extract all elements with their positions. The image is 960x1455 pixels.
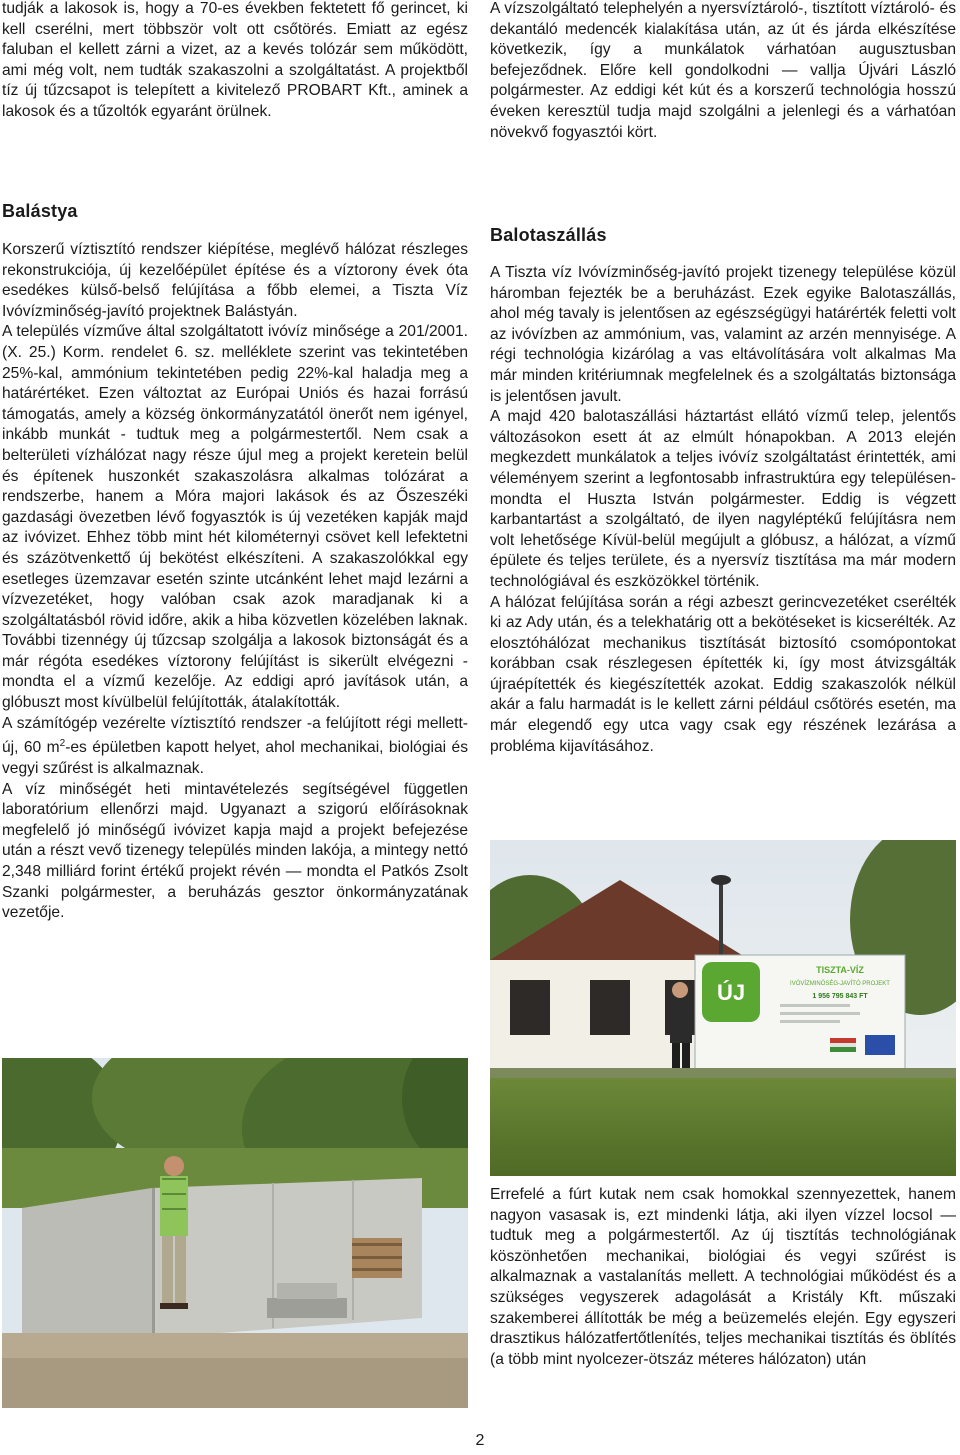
photo-project-sign-drawing: [490, 840, 956, 1176]
page-number: 2: [475, 1432, 485, 1449]
article-paragraph: A hálózat felújítása során a régi azbeszt gerincvezetéket cserélték ki az Ady után, és a telekhatárig ott a bekötéseket is kicserélték. Az elosztóhálózat mechanikus tisztítását biztosító csomópontokat korábban csak részlegesen építették ki, így most átvizsgálták újraépítették és kiegészítették azokat. Eddig szakaszolók nélkül akár a falu harmadát is le kellett zárni például csőtörés esetén, ma már elegendő egy utca vagy csak egy részének lezárása a probléma kijavításához.: [490, 593, 956, 755]
article-paragraph: A víz minőségét heti mintavételezés segítségével független laboratórium ellenőrzi majd. Ugyanazt a szigorú előírásoknak megfelelő jó minőségű ivóvizet kapja majd a projekt befejezése után a részt vevő tizenegy település minden lakója, a mintegy nettó 2,348 milliárd forint értékű projekt révén — mondta el Patkós Zsolt Szanki polgármester, a beruházás gesztor önkormányzatának vezetője.: [2, 780, 468, 922]
bottom-right-column: [490, 1185, 956, 1370]
section-heading-balotaszallas: Balotaszállás: [490, 225, 607, 245]
paragraph-text: A számítógép vezérelte víztisztító rendszer -a felújított régi mellett- új, 60 m: [2, 714, 468, 757]
balastya-article: [2, 240, 468, 924]
article-paragraph: A majd 420 balotaszállási háztartást ellátó vízmű telep, jelentős változásokon esett át az elmúlt hónapokban. A 2013 elején megkezdett munkálatok a teljes ivóvíz szolgáltatást érintették, ami véleményem szerint a legfontosabb infrastruktúra egy településen- mondta el Huszta István polgármester. Eddig is végzett karbantartást a szolgáltató, de ilyen nagyléptékű felújításra nem volt lehetősége Kívül-belül megújult a glóbusz, a hálózat, a vízmű épülete és teljes területe, és a nyersvíz tisztítása ma már modern technológiával és eszközökkel történik.: [490, 408, 956, 590]
superscript: 2: [59, 738, 66, 750]
article-paragraph: A település vízművе által szolgáltatott ivóvíz minősége a 201/2001. (X. 25.) Korm. rendelet 6. sz. melléklete szerint vas tekintetében 25%-kal, ammónium tekintetében pedig 22%-kal haladja meg a határértéket. Ezen változtat az Európai Uniós és hazai forrású támogatás, amely a község önkormányzatától önerőt nem igényel, inkább munkát - tudtuk meg a polgármestertől. Nem csak a belterületi vízhálózat nagy része újul meg a projekt keretein belül és építenek huszonkét szakaszolásra alkalmas tolózárat a rendszerbe, hanem a Móra majori lakások és az Őszeszéki gazdasági övezetben lévő fogyasztók is új vezetéken kapják majd az ivóvizet. Ehhez több mint hét kilométernyi csövet kell lefektetni és százötvenkettő új bekötést elkészíteni. A szakaszolókkal egy esetleges üzemzavar esetén szinte utcánként lehet majd lezárni a vízvezetéket, hogy valóban csak azok maradjanak ki a szolgáltatásból rövid időre, akik a hiba közvetlen közelében laknak. További tizennégy új tűzcsap szolgálja a lakosok biztonságát és a már régóta esedékes víztorony felújítást is sikerült elvégezni - mondta el a vízmű kezelője. Az eddigi apró javítások után, a glóbuszt most kívülbelül felújították, átalakították.: [2, 323, 468, 712]
continued-paragraph-right: A vízszolgáltató telephelyén a nyersvíztároló-, tisztított víztároló- és dekantáló medencék kialakítása után, az út és járda elkészítése következik, így a munkálatok várhatóan augusztusban befejeződnek. Előre kell gondolkodni — vallja Újvári László polgármester. Az eddigi két kút és a korszerű technológia hosszú éveken keresztül tudja majd szolgálni a jelenlegi és a várhatóan növekvő fogyasztói kört.: [490, 0, 956, 141]
sign-subtitle: IVÓVÍZMINŐSÉG-JAVÍTÓ PROJEKT: [790, 981, 890, 987]
article-paragraph: [2, 714, 468, 780]
section-heading-balastya: Balástya: [2, 201, 78, 221]
article-paragraph: Errefelé a fúrt kutak nem csak homokkal szennyezettek, hanem nagyon vasasak is, ezt mindenki látja, aki ilyen vízzel locsol — tudtuk meg a polgármestertől. Az új tisztítás technológiának köszönhetően mechanikai, biológiai és vegyi szűrést is alkalmaznak a vastalanítás mellett. A technológiai működést és a szükséges vegyszerek adagolását a Kristály Kft. műszaki szakemberei állították be még a beüzemelés elején. Egy egyszeri drasztikus hálózatfertőtlenítés, teljes mechanikai tisztítás és öblítés (a több mint nyolcezer-ötszáz méteres hálózaton) után: [490, 1186, 956, 1368]
sign-logo: ÚJ: [716, 980, 746, 1005]
photo-concrete-basin-drawing: [2, 1058, 468, 1408]
photo-concrete-basin: [2, 1058, 468, 1408]
article-paragraph: Korszerű víztisztító rendszer kiépítése, meglévő hálózat részleges rekonstrukciója, új kezelőépület építése és a víztorony évek óta esedékes külső-belső felújítása a főbb elemei, a Tiszta Víz Ivóvízminőség-javító projektnek Balástyán.: [2, 241, 468, 320]
sign-amount: 1 956 795 843 FT: [812, 993, 868, 1000]
top-right-column: [490, 0, 956, 143]
top-left-column: [2, 0, 468, 123]
photo-project-sign: [490, 840, 956, 1176]
sign-title: TISZTA-VÍZ: [816, 965, 864, 975]
continued-paragraph: tudják a lakosok is, hogy a 70-es években fektetett fő gerincet, ki kell cserélni, mert többször volt ott csőtörés. Emiatt az egész faluban el kellett zárni a vizet, az a kevés tolózár sem működött, ami még volt, nem tudták szakaszolni a szolgáltatást. A projektből tíz új tűzcsapot is telepített a kivitelező PROBART Kft., aminek a lakosok és a tűzoltók egyaránt örülnek.: [2, 0, 468, 120]
paragraph-text: -es épületben kapott helyet, ahol mechanikai, biológiai és vegyi szűrést is alkalmaznak.: [2, 739, 468, 778]
article-paragraph: A Tiszta víz Ivóvízminőség-javító projekt tizenegy települése közül háromban fejezték be a beruházást. Ezek egyike Balotaszállás, ahol még tavaly is jelentősen az egészségügyi határérték feletti volt az ivóvízben az ammónium, vas, valamint az arzén mennyisége. A régi technológia kizárólag a vas eltávolítására volt alkalmas Ma már minden kritériumnak megfelelnek és a szolgáltatás biztonsága is jelentősen javult.: [490, 264, 956, 405]
balotaszallas-article: [490, 263, 956, 757]
